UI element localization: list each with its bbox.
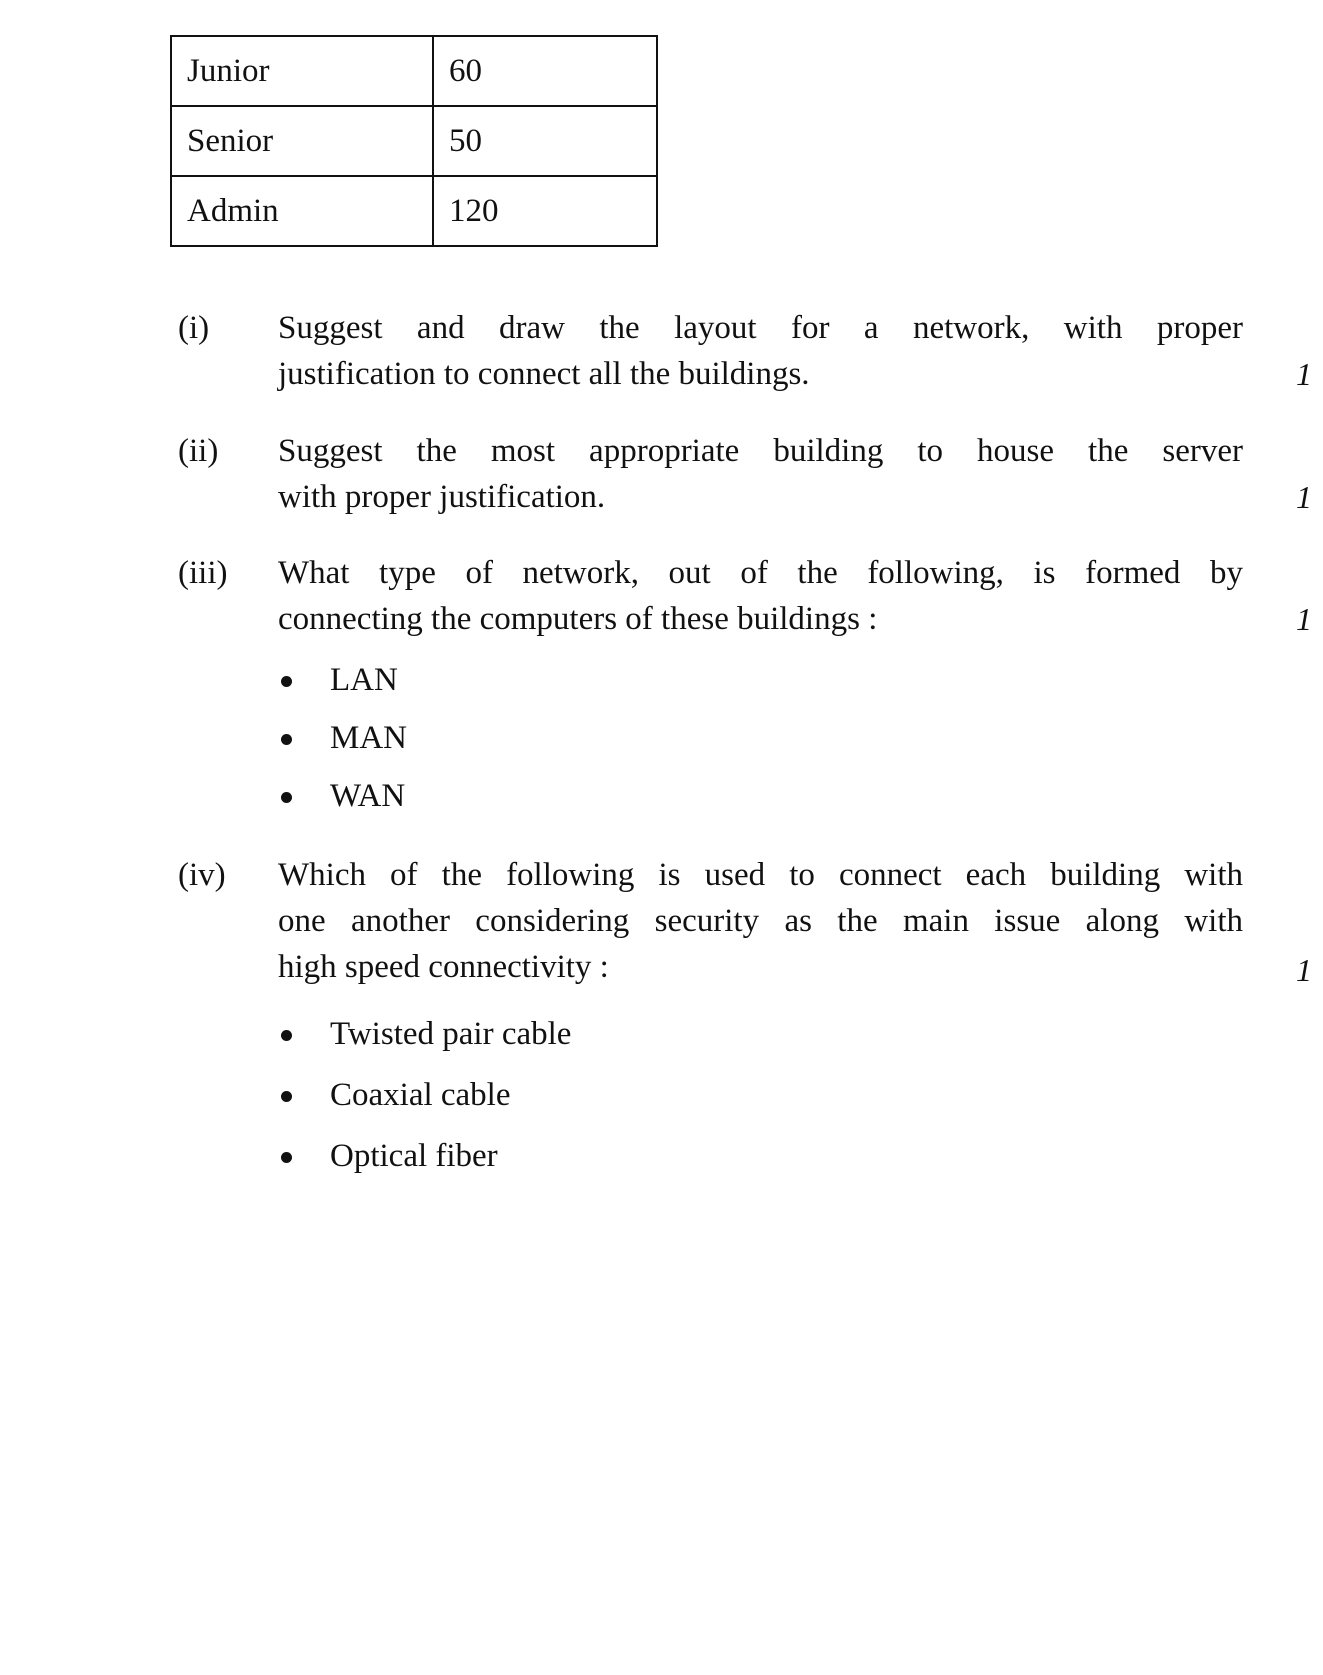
question-number: (i) [178, 310, 210, 346]
list-item [278, 773, 407, 831]
question-text [278, 852, 1243, 990]
question-line: Which of the following is used to connect each building with [278, 857, 1243, 893]
question-line: with proper justification. [278, 479, 606, 515]
table-cell-name: Senior [171, 106, 433, 176]
question-line: What type of network, out of the following, is formed by [278, 555, 1243, 591]
bullet-icon [281, 734, 292, 745]
table-cell-value: 60 [433, 36, 657, 106]
option-label: MAN [330, 720, 408, 756]
question-line: justification to connect all the buildings. [278, 356, 810, 392]
option-list [278, 657, 407, 831]
question-line: one another considering security as the main issue along with [278, 903, 1243, 939]
bullet-icon [281, 1152, 292, 1163]
question-number: (iv) [178, 857, 226, 893]
question-line: high speed connectivity : [278, 949, 609, 985]
table-cell-name: Admin [171, 176, 433, 246]
marks-label: 1 [1296, 952, 1312, 988]
table-cell-name: Junior [171, 36, 433, 106]
list-item [278, 1133, 571, 1194]
table-row [171, 176, 657, 246]
question-line: Suggest and draw the layout for a network, with proper [278, 310, 1243, 346]
bullet-icon [281, 1091, 292, 1102]
question-text [278, 305, 1243, 397]
question-number: (ii) [178, 433, 219, 469]
option-label: Twisted pair cable [330, 1016, 572, 1052]
bullet-icon [281, 676, 292, 687]
marks-label: 1 [1296, 601, 1312, 637]
table-row [171, 36, 657, 106]
table-row [171, 106, 657, 176]
list-item [278, 1072, 571, 1133]
option-label: LAN [330, 662, 398, 698]
employee-count-table [170, 35, 658, 247]
option-label: Coaxial cable [330, 1077, 511, 1113]
list-item [278, 657, 407, 715]
question-line: Suggest the most appropriate building to house the server [278, 433, 1243, 469]
question-text [278, 550, 1243, 642]
bullet-icon [281, 792, 292, 803]
question-line: connecting the computers of these buildings : [278, 601, 878, 637]
list-item [278, 1011, 571, 1072]
option-label: WAN [330, 778, 406, 814]
marks-label: 1 [1296, 479, 1312, 515]
question-number: (iii) [178, 555, 228, 591]
bullet-icon [281, 1030, 292, 1041]
option-label: Optical fiber [330, 1138, 498, 1174]
marks-label: 1 [1296, 356, 1312, 392]
option-list [278, 1011, 571, 1194]
list-item [278, 715, 407, 773]
table-cell-value: 120 [433, 176, 657, 246]
table-cell-value: 50 [433, 106, 657, 176]
question-text [278, 428, 1243, 520]
